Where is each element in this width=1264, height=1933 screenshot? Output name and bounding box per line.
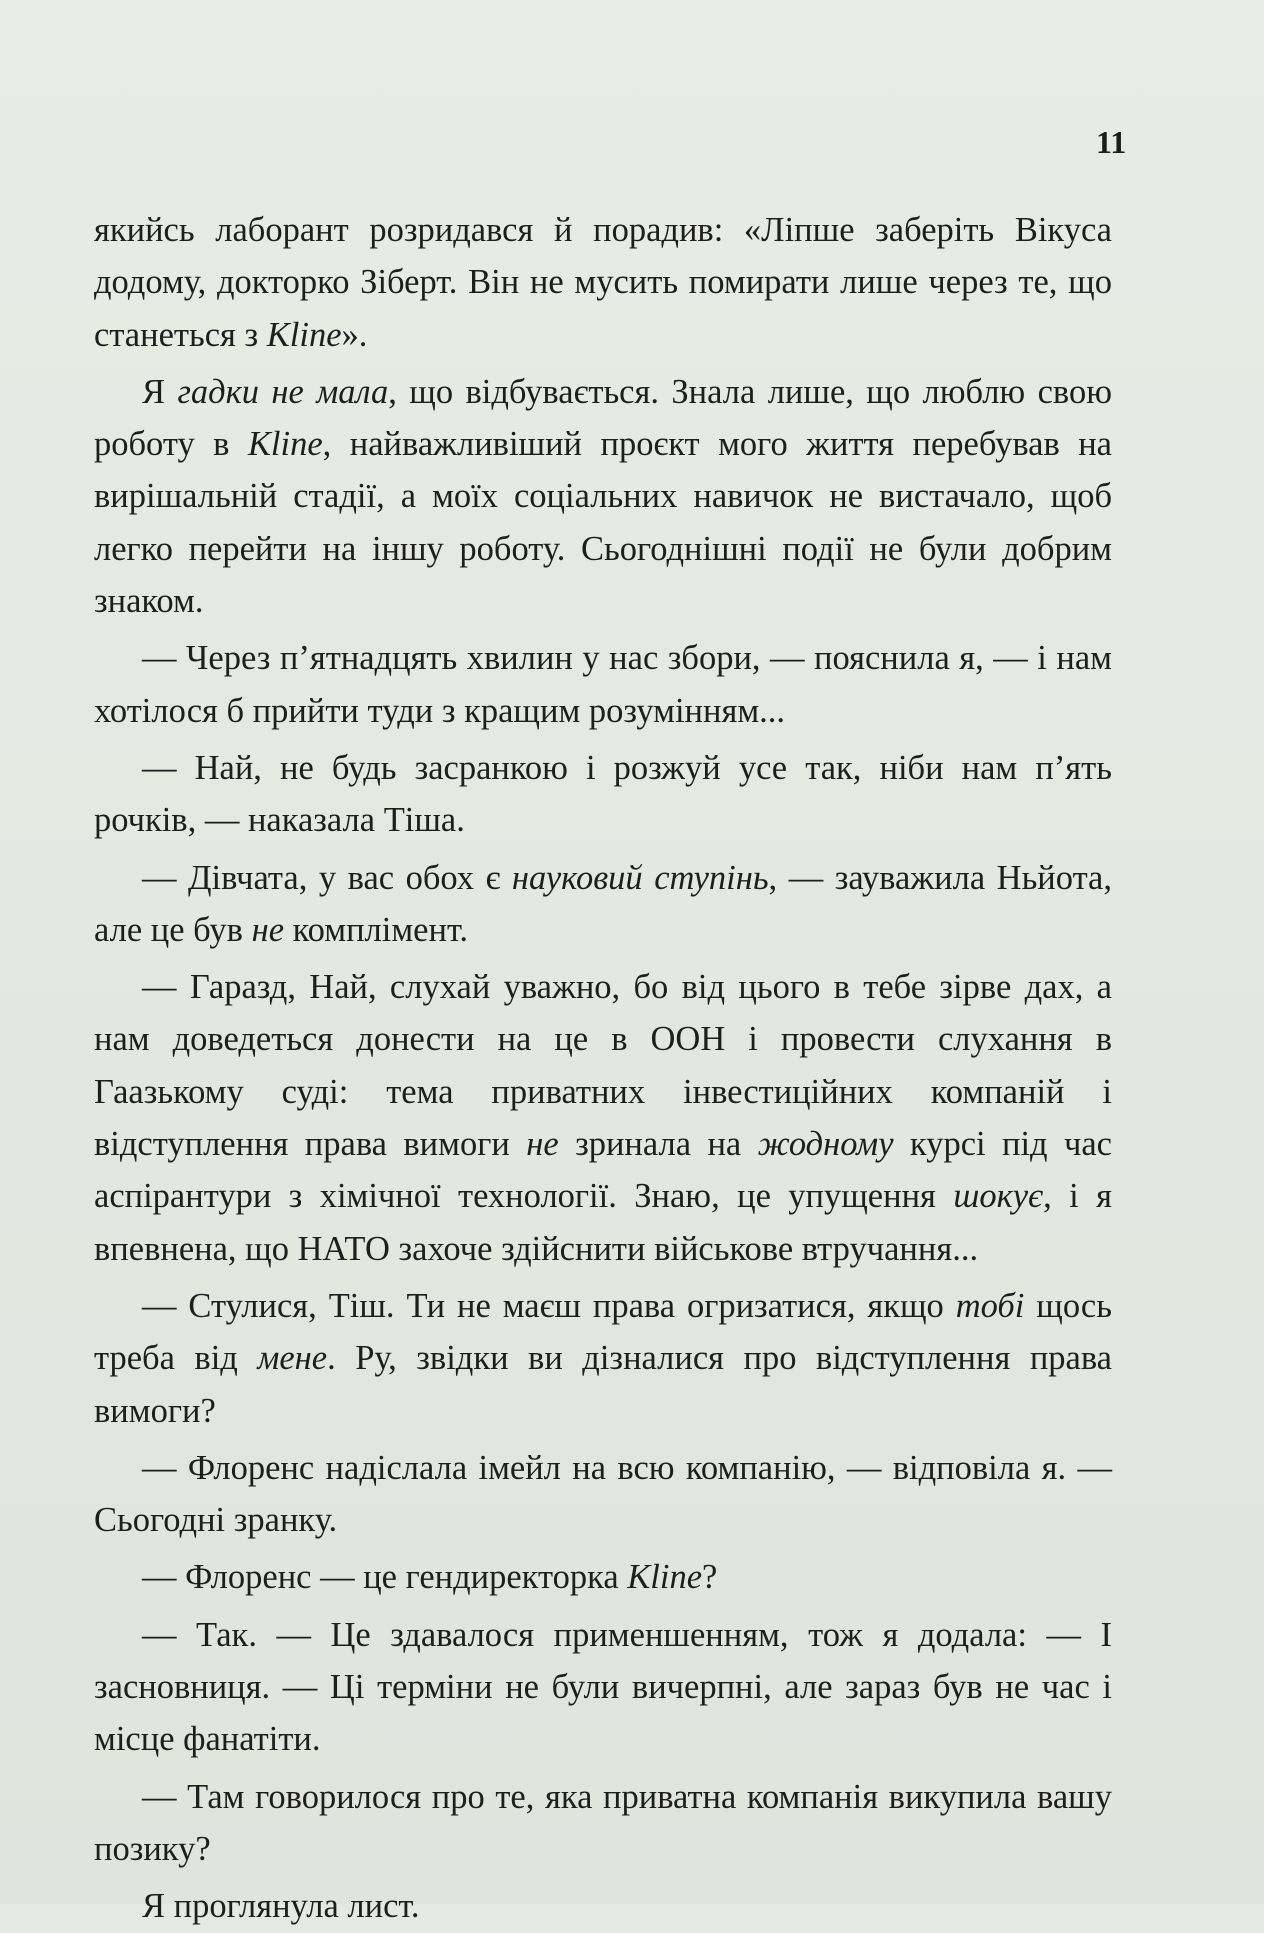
text-run: зринала на — [558, 1125, 758, 1164]
paragraph — [94, 1280, 1112, 1437]
text-run: Я — [142, 372, 178, 411]
paragraph — [94, 1442, 1112, 1547]
text-run: — Так. — Це здавалося применшенням, тож я додала: — І засновниця. — Ці терміни не були вичерпні, але зараз був не час і місце фанатіти. — [94, 1615, 1112, 1759]
paragraph — [94, 1771, 1112, 1876]
paragraph — [94, 366, 1112, 627]
text-run: . Ру, звідки ви дізналися про відступлення права вимоги? — [94, 1339, 1112, 1430]
italic-text: Kline — [266, 315, 342, 354]
text-run: — Най, не будь засранкою і розжуй усе так, ніби нам п’ять рочків, — наказала Тіша. — [94, 748, 1112, 840]
text-run: , що відбувається. Знала лише, що люблю свою роботу в — [94, 372, 1113, 464]
paragraph — [94, 632, 1112, 737]
text-run: ». — [341, 315, 368, 354]
italic-text: науковий ступінь — [511, 858, 769, 897]
text-run: курсі під час аспірантури з хімічної технології. Знаю, це упущення — [94, 1125, 1112, 1216]
italic-text: тобі — [955, 1286, 1025, 1325]
text-run: якийсь лаборант розридався й порадив: «Ліпше заберіть Вікуса додому, докторко Зіберт. Він не мусить помирати лише через те, що станеться з — [94, 211, 1112, 354]
italic-text: жодному — [757, 1125, 894, 1164]
italic-text: гадки не мала — [177, 372, 389, 411]
text-run: — Дівчата, у вас обох є — [142, 858, 512, 897]
italic-text: не — [251, 910, 285, 949]
text-run: щось треба від — [94, 1286, 1112, 1378]
text-run: , найважливіший проєкт мого життя перебував на вирішальній стадії, а моїх соціальних навичок не вистачало, щоб легко перейти на іншу роботу. Сьогоднішні події не були добрим знаком. — [94, 425, 1112, 621]
text-run: — Флоренс надіслала імейл на всю компанію, — відповіла я. — Сьогодні зранку. — [94, 1448, 1112, 1540]
text-run: , — зауважила Ньйота, але це був — [94, 858, 1112, 949]
body-text — [94, 204, 1112, 1933]
italic-text: не — [526, 1125, 559, 1164]
paragraph — [94, 742, 1112, 847]
paragraph — [94, 1880, 1112, 1932]
paragraph — [94, 852, 1112, 957]
paragraph — [94, 961, 1112, 1275]
text-run: — Гаразд, Най, слухай уважно, бо від цього в тебе зірве дах, а нам доведеться донести на це в ООН і провести слухання в Гаазькому суді: тема приватних інвестиційних компаній і відступлення права вимоги — [94, 968, 1112, 1164]
text-run: , і я впевнена, що НАТО захоче здійснити військове втручання... — [94, 1177, 1112, 1268]
italic-text: Kline — [247, 425, 323, 464]
text-run: — Через п’ятнадцять хвилин у нас збори, — пояснила я, — і нам хотілося б прийти туди з кращим розумінням... — [94, 639, 1112, 730]
italic-text: мене — [257, 1339, 328, 1378]
text-run: Я проглянула лист. — [142, 1887, 420, 1926]
italic-text: шокує — [953, 1177, 1044, 1216]
text-run: — Флоренс — це гендиректорка — [142, 1558, 628, 1597]
paragraph — [94, 1609, 1112, 1766]
page-number: 11 — [1096, 124, 1127, 160]
paragraph — [94, 1551, 1112, 1603]
text-run: комплімент. — [284, 910, 469, 949]
italic-text: Kline — [627, 1558, 703, 1597]
text-run: — Стулися, Тіш. Ти не маєш права огризатися, якщо — [142, 1286, 956, 1325]
text-run: — Там говорилося про те, яка приватна компанія викупила вашу позику? — [94, 1777, 1112, 1868]
paragraph — [94, 204, 1112, 361]
text-run: ? — [702, 1558, 718, 1597]
